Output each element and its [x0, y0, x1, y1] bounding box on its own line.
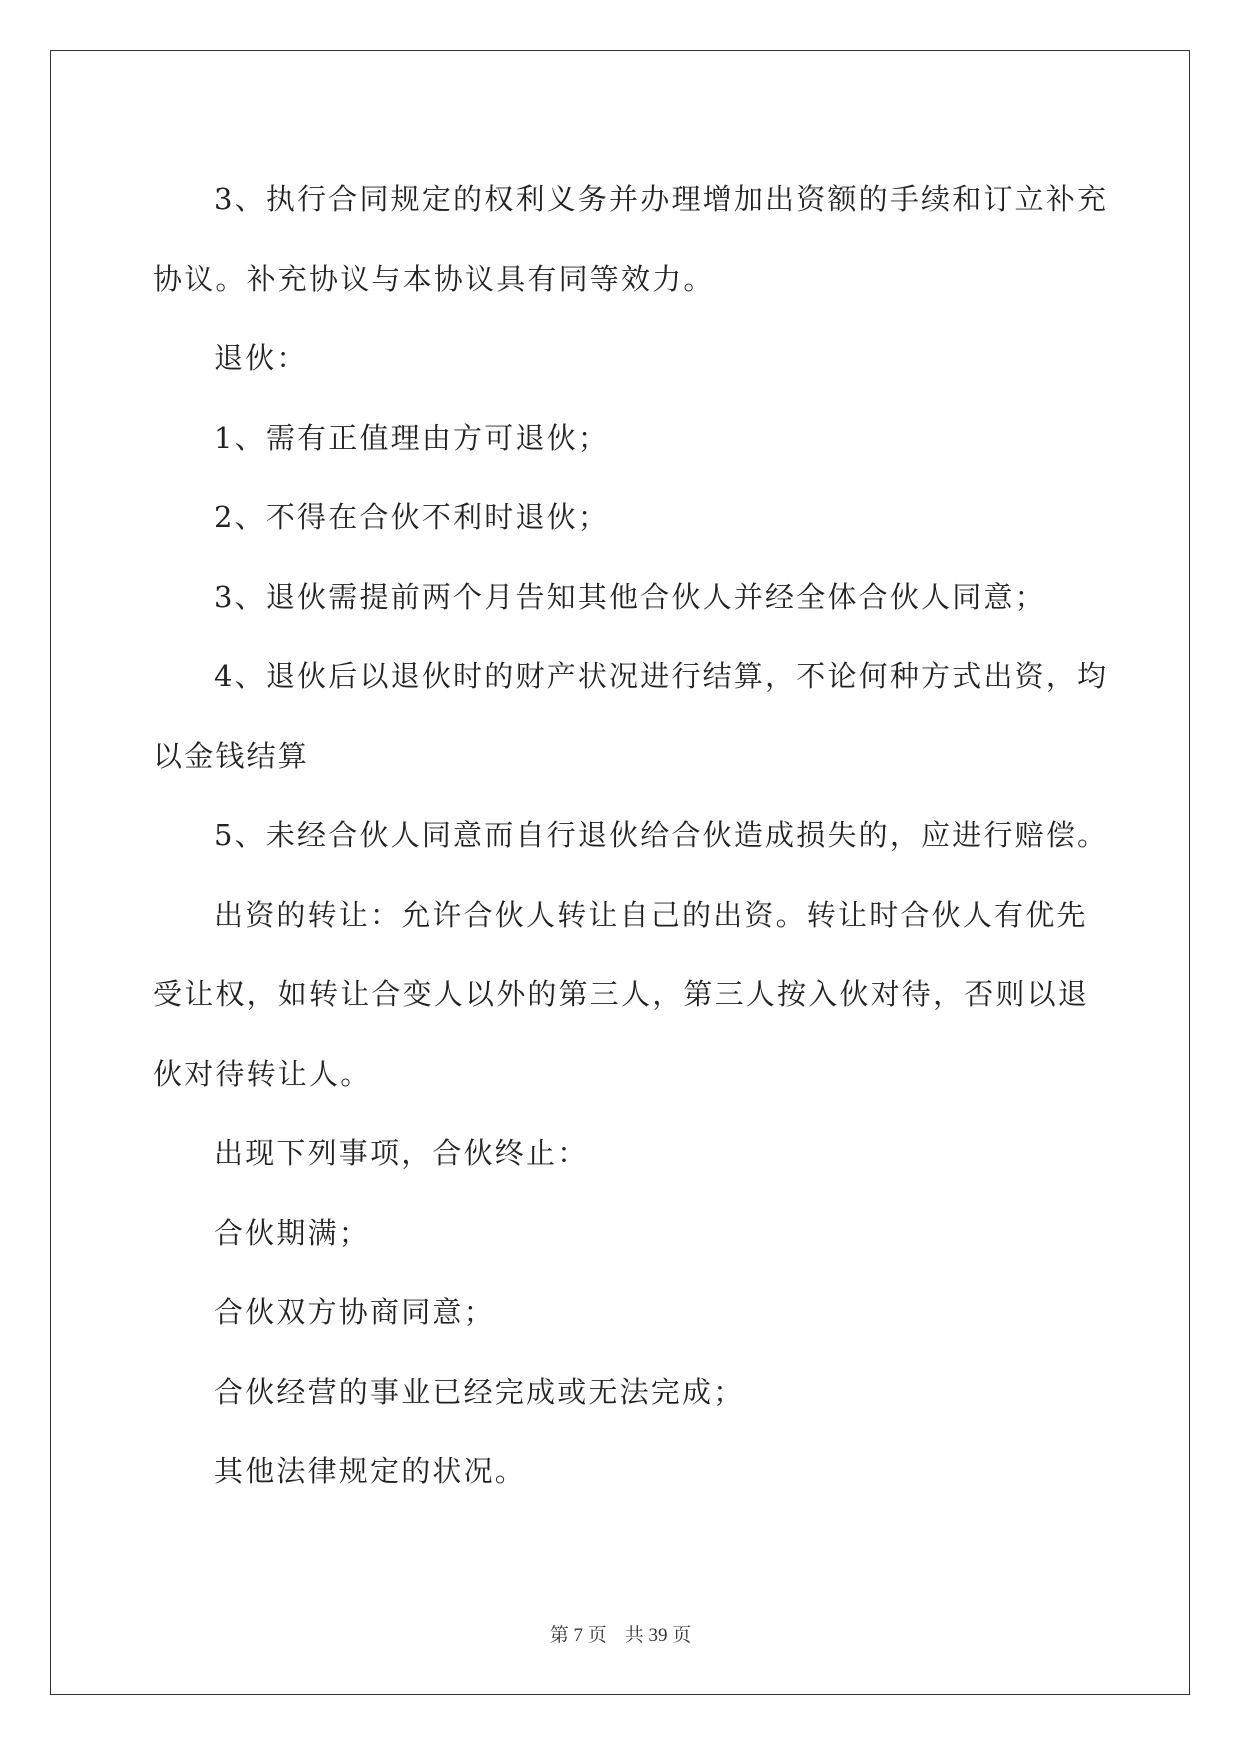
- text-line: 出资的转让：允许合伙人转让自己的出资。转让时合伙人有优先: [214, 897, 1088, 932]
- paragraph: [153, 319, 1083, 399]
- paragraph: [153, 160, 1109, 319]
- paragraph: [153, 1194, 1083, 1274]
- paragraph: [153, 637, 1109, 796]
- text-line: 4、退伙后以退伙时的财产状况进行结算，不论何种方式出资，均: [214, 659, 1109, 693]
- text-line: 5、未经合伙人同意而自行退伙给合伙造成损失的，应进行赔偿。: [214, 818, 1109, 852]
- text-line: 协议。补充协议与本协议具有同等效力。: [153, 261, 715, 296]
- text-line: 2、不得在合伙不利时退伙；: [214, 500, 610, 534]
- paragraph: [153, 1273, 1083, 1353]
- page-footer: [0, 1620, 1241, 1647]
- page-number: 第 7 页: [549, 1625, 607, 1646]
- text-line: 合伙经营的事业已经完成或无法完成；: [214, 1374, 745, 1409]
- text-line: 合伙双方协商同意；: [214, 1295, 495, 1329]
- paragraph: [153, 1432, 1083, 1512]
- text-line: 受让权，如转让合变人以外的第三人，第三人按入伙对待，否则以退: [153, 977, 1090, 1011]
- text-line: 3、退伙需提前两个月告知其他合伙人并经全体合伙人同意；: [214, 579, 1046, 614]
- paragraph: [153, 796, 1109, 876]
- paragraph: [153, 876, 1090, 1115]
- paragraph: [153, 1114, 1083, 1194]
- text-line: 1、需有正值理由方可退伙；: [214, 420, 610, 455]
- text-line: 其他法律规定的状况。: [214, 1454, 527, 1488]
- text-line: 3、执行合同规定的权利义务并办理增加出资额的手续和订立补充: [214, 182, 1109, 216]
- paragraph: [153, 478, 1083, 558]
- text-line: 合伙期满；: [214, 1215, 371, 1250]
- page-total: 共 39 页: [624, 1625, 692, 1646]
- text-line: 以金钱结算: [153, 738, 310, 773]
- paragraph: [153, 558, 1083, 638]
- document-body: [153, 160, 1109, 1512]
- text-line: 退伙：: [214, 341, 308, 375]
- text-line: 伙对待转让人。: [153, 1056, 372, 1091]
- paragraph: [153, 1353, 1083, 1433]
- paragraph: [153, 399, 1083, 479]
- text-line: 出现下列事项，合伙终止：: [214, 1136, 589, 1170]
